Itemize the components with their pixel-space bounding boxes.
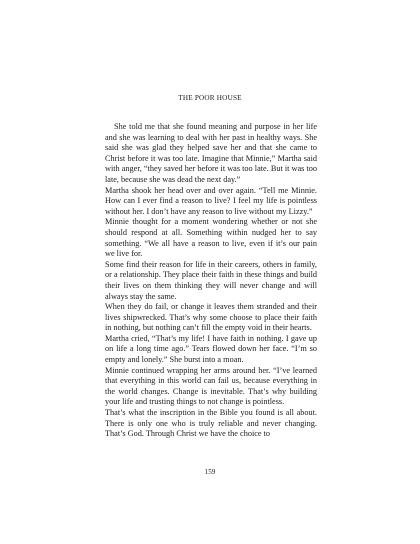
paragraph: That’s what the inscription in the Bible you found is all about. There is only one who is truly reliable and never changing. That’s God. Through Christ we have the choice to	[105, 408, 317, 439]
running-head: THE POOR HOUSE	[178, 94, 242, 102]
paragraph: She told me that she found meaning and purpose in her life and she was learning to deal with her past in healthy ways. She said she was glad they helped save her and that she came to Christ before it was too late. Imagine that Minnie,” Martha said with anger, “they saved her before it was too late. But it was too late, because she was dead the next day.”	[105, 122, 317, 184]
body-text	[105, 122, 317, 440]
paragraph: Martha cried, “That’s my life! I have faith in nothing. I gave up on life a long time ago.” Tears flowed down her face. “I’m so empty and lonely.” She burst into a moan.	[105, 333, 317, 365]
paragraph: Minnie thought for a moment wondering whether or not she should respond at all. Something within nudged her to say something. “We all have a reason to live, even if it’s our pain we live for.	[105, 217, 317, 259]
paragraph: Some find their reason for life in their careers, others in family, or a relationship. They place their faith in these things and build their lives on them thinking they will never change and will always stay the same.	[105, 259, 317, 301]
page-number: 159	[204, 468, 216, 476]
paragraph: Minnie continued wrapping her arms around her. “I’ve learned that everything in this world can fail us, because everything in the world changes. Change is inevitable. That’s why building your life and trusting things to not change is pointless.	[105, 365, 317, 407]
paragraph: When they do fail, or change it leaves them stranded and their lives shipwrecked. That’s why some choose to place their faith in nothing, but nothing can’t fill the empty void in their hearts.	[105, 302, 317, 333]
paragraph: Martha shook her head over and over again. “Tell me Minnie. How can I ever find a reason to live? I feel my life is pointless without her. I don’t have any reason to live without my Lizzy.”	[105, 185, 317, 216]
